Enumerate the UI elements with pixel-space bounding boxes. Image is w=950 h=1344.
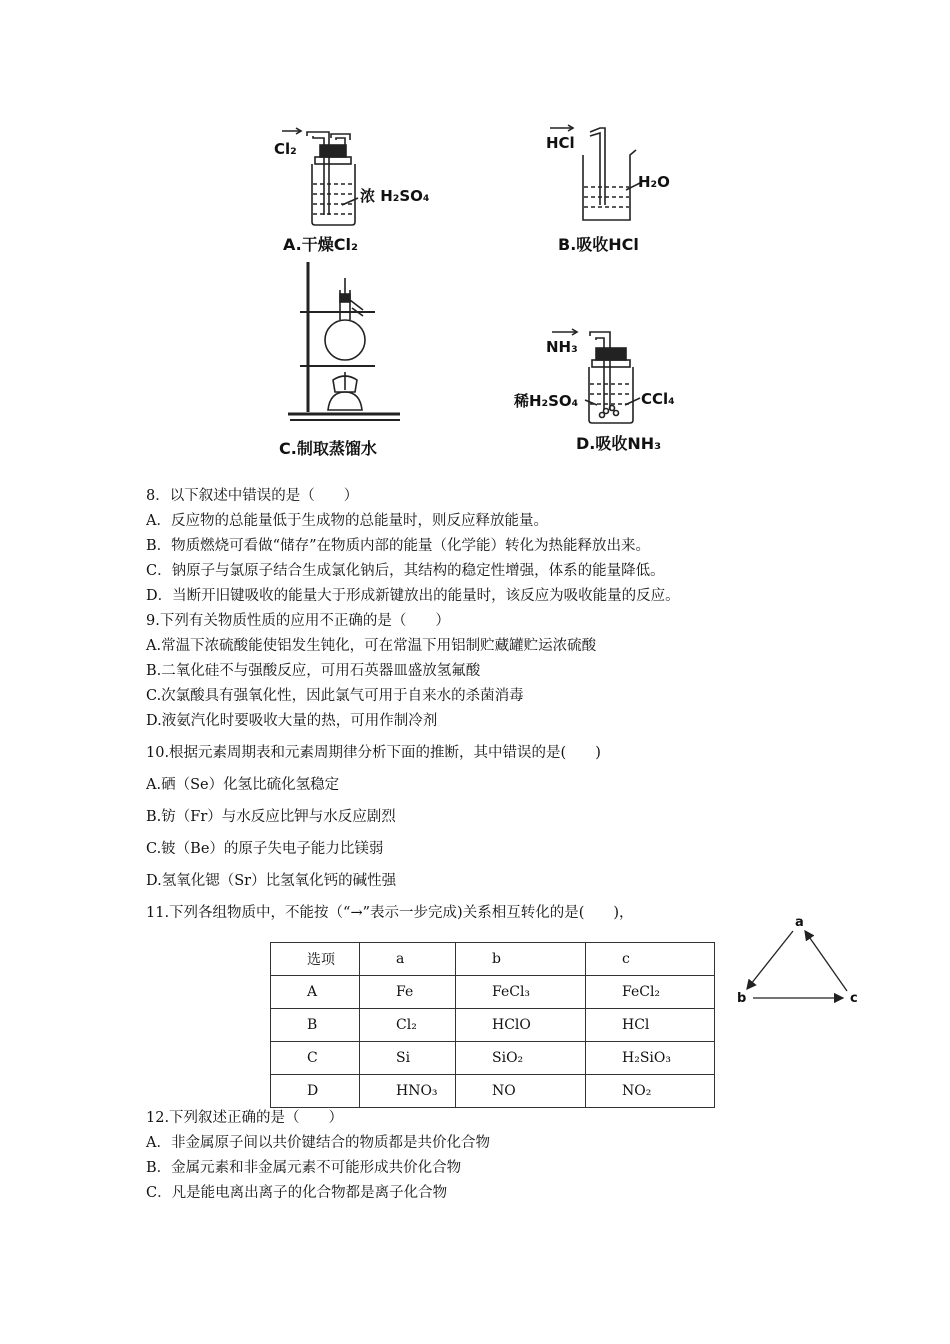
q8-option-d: D．当断开旧键吸收的能量大于形成新键放出的能量时，该反应为吸收能量的反应。 bbox=[146, 588, 680, 604]
table-cell: NO₂ bbox=[586, 1075, 715, 1108]
table-header-cell: a bbox=[360, 943, 456, 976]
q10-option-c: C.铍（Be）的原子失电子能力比镁弱 bbox=[146, 841, 384, 857]
table-cell: D bbox=[271, 1075, 360, 1108]
table-cell: FeCl₂ bbox=[586, 976, 715, 1009]
q9-option-d: D.液氨汽化时要吸收大量的热，可用作制冷剂 bbox=[146, 713, 438, 729]
figure-b-gas-label: HCl bbox=[546, 134, 575, 152]
triangle-node-a: a bbox=[795, 915, 804, 930]
q11-table bbox=[270, 942, 715, 1108]
triangle-node-b: b bbox=[737, 991, 747, 1006]
figure-a-caption: A.干燥Cl₂ bbox=[283, 235, 358, 254]
q12-option-a: A．非金属原子间以共价键结合的物质都是共价化合物 bbox=[146, 1135, 490, 1151]
table-cell: HClO bbox=[456, 1009, 586, 1042]
figure-c-caption: C.制取蒸馏水 bbox=[279, 439, 377, 458]
figure-a-reagent-label: 浓 H₂SO₄ bbox=[360, 187, 430, 205]
q9-stem: 9.下列有关物质性质的应用不正确的是（ ） bbox=[146, 613, 450, 629]
apparatus-diagrams bbox=[0, 0, 950, 470]
figure-d-gas-label: NH₃ bbox=[546, 338, 578, 356]
table-cell: NO bbox=[456, 1075, 586, 1108]
q12-stem: 12.下列叙述正确的是（ ） bbox=[146, 1110, 344, 1126]
q10-option-d: D.氢氧化锶（Sr）比氢氧化钙的碱性强 bbox=[146, 873, 397, 889]
table-cell: HNO₃ bbox=[360, 1075, 456, 1108]
q10-option-b: B.钫（Fr）与水反应比钾与水反应剧烈 bbox=[146, 809, 396, 825]
table-row bbox=[271, 1075, 715, 1108]
table-cell: A bbox=[271, 976, 360, 1009]
q9-option-c: C.次氯酸具有强氧化性，因此氯气可用于自来水的杀菌消毒 bbox=[146, 688, 524, 704]
table-cell: SiO₂ bbox=[456, 1042, 586, 1075]
q12-option-b: B．金属元素和非金属元素不可能形成共价化合物 bbox=[146, 1160, 462, 1176]
q11-stem: 11.下列各组物质中，不能按（“→”表示一步完成)关系相互转化的是( )， bbox=[146, 905, 634, 921]
figure-d-caption: D.吸收NH₃ bbox=[576, 434, 662, 453]
table-cell: Cl₂ bbox=[360, 1009, 456, 1042]
distillation-c bbox=[288, 262, 400, 420]
q8-option-c: C．钠原子与氯原子结合生成氯化钠后，其结构的稳定性增强，体系的能量降低。 bbox=[146, 563, 665, 579]
triangle-node-c: c bbox=[850, 991, 858, 1006]
table-header-cell: 选项 bbox=[271, 943, 360, 976]
table-header-row bbox=[271, 943, 715, 976]
table-cell: B bbox=[271, 1009, 360, 1042]
table-cell: Si bbox=[360, 1042, 456, 1075]
table-row bbox=[271, 976, 715, 1009]
figure-b-reagent-label: H₂O bbox=[638, 173, 670, 191]
q8-option-b: B．物质燃烧可看做“储存”在物质内部的能量（化学能）转化为热能释放出来。 bbox=[146, 538, 650, 554]
q9-option-b: B.二氧化硅不与强酸反应，可用石英器皿盛放氢氟酸 bbox=[146, 663, 481, 679]
figure-a-gas-label: Cl₂ bbox=[274, 140, 297, 158]
figure-b-caption: B.吸收HCl bbox=[558, 235, 639, 254]
q10-option-a: A.硒（Se）化氢比硫化氢稳定 bbox=[146, 777, 340, 793]
figure-d-reagent-right: CCl₄ bbox=[641, 390, 675, 408]
table-row bbox=[271, 1042, 715, 1075]
q12-option-c: C．凡是能电离出离子的化合物都是离子化合物 bbox=[146, 1185, 448, 1201]
table-row bbox=[271, 1009, 715, 1042]
q8-option-a: A．反应物的总能量低于生成物的总能量时，则反应释放能量。 bbox=[146, 513, 548, 529]
conversion-triangle bbox=[735, 915, 865, 1015]
table-cell: HCl bbox=[586, 1009, 715, 1042]
q10-stem: 10.根据元素周期表和元素周期律分析下面的推断，其中错误的是( ) bbox=[146, 745, 601, 761]
figure-d-reagent-left: 稀H₂SO₄ bbox=[514, 392, 579, 410]
table-cell: C bbox=[271, 1042, 360, 1075]
table-header-cell: c bbox=[586, 943, 715, 976]
q9-option-a: A.常温下浓硫酸能使铝发生钝化，可在常温下用铝制贮藏罐贮运浓硫酸 bbox=[146, 638, 597, 654]
table-header-cell: b bbox=[456, 943, 586, 976]
table-cell: H₂SiO₃ bbox=[586, 1042, 715, 1075]
table-cell: FeCl₃ bbox=[456, 976, 586, 1009]
table-cell: Fe bbox=[360, 976, 456, 1009]
q8-stem: 8．以下叙述中错误的是（ ） bbox=[146, 488, 359, 504]
